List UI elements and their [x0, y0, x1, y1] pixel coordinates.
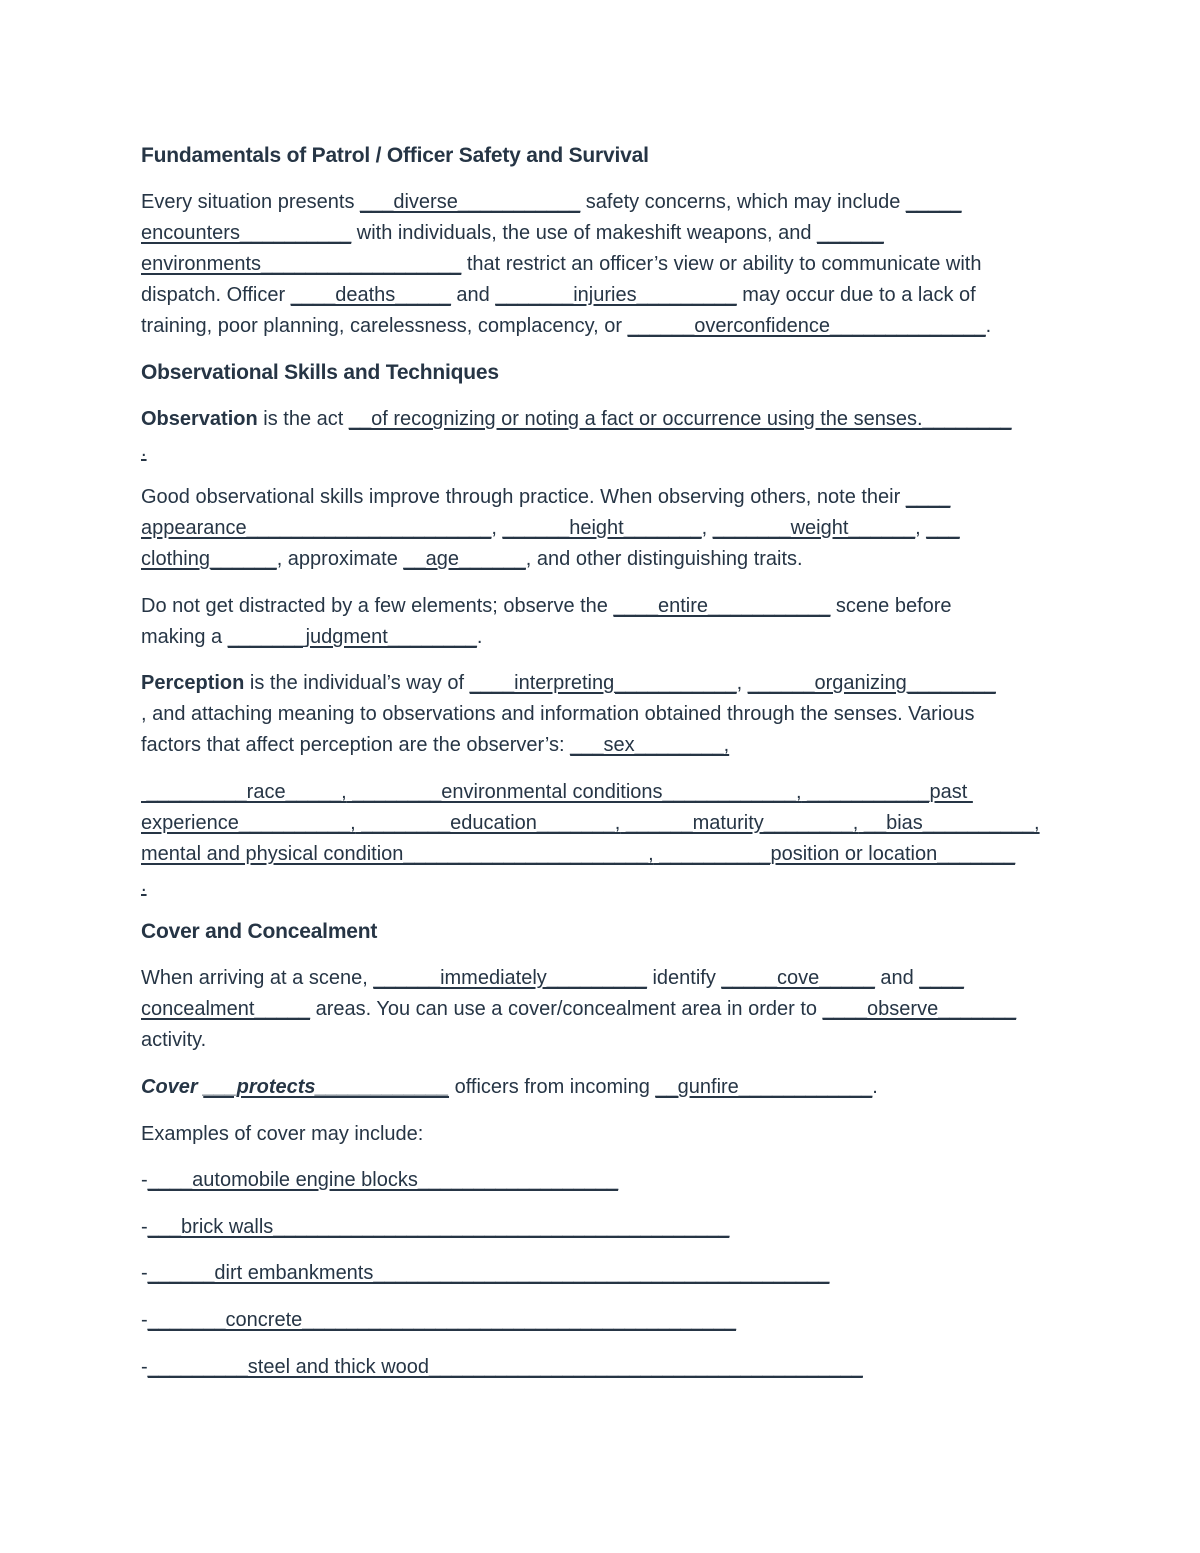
- text: , and other distinguishing traits.: [525, 548, 803, 570]
- paragraph-observation: [141, 404, 1061, 466]
- example-item: [141, 1212, 1061, 1243]
- answer-blank: _______injuries_________: [495, 284, 737, 306]
- answer-blank: ______organizing________: [747, 672, 996, 694]
- answer-blank: .: [141, 874, 147, 896]
- example-item: [141, 1352, 1061, 1383]
- answer-blank: _________steel and thick wood_______________________________________: [147, 1356, 863, 1378]
- text: officers from incoming: [449, 1076, 656, 1098]
- answer-blank: __bias__________,: [858, 812, 1040, 834]
- answer-blank: ____interpreting___________: [469, 672, 737, 694]
- answer-blank: ______dirt embankments_________________________________________: [147, 1262, 830, 1284]
- section-heading-cover: Cover and Concealment: [141, 920, 378, 943]
- answer-blank: .: [141, 439, 147, 461]
- paragraph-arriving: [141, 963, 1061, 1056]
- answer-blank: ______: [817, 222, 884, 244]
- answer-blank: encounters__________: [141, 222, 352, 244]
- answer-blank: ______overconfidence______________: [627, 315, 986, 337]
- answer-blank: experience__________,: [141, 812, 356, 834]
- text: Good observational skills improve through practice. When observing others, note their: [141, 486, 906, 508]
- answer-blank: __gunfire____________: [655, 1076, 873, 1098]
- text: making a: [141, 626, 228, 648]
- paragraph-officer-safety: [141, 187, 1061, 342]
- answer-blank: ___: [926, 517, 960, 539]
- answer-blank: _______weight______: [712, 517, 916, 539]
- text: , and attaching meaning to observations and information obtained through the senses. Various: [141, 703, 975, 725]
- text: When arriving at a scene,: [141, 967, 374, 989]
- list-dash: -: [141, 1356, 148, 1378]
- examples-intro: Examples of cover may include:: [141, 1123, 424, 1145]
- answer-blank: ______immediately_________: [373, 967, 647, 989]
- answer-blank: _______judgment________: [227, 626, 477, 648]
- answer-blank: mental and physical condition______________________,: [141, 843, 654, 865]
- text: factors that affect perception are the observer’s:: [141, 734, 571, 756]
- paragraph-perception: [141, 668, 1061, 761]
- text: that restrict an officer’s view or ability to communicate with: [461, 253, 982, 275]
- answer-blank: ____deaths_____: [290, 284, 451, 306]
- text: is the act: [257, 408, 349, 430]
- paragraph-distraction: [141, 591, 1061, 653]
- text: , approximate: [276, 548, 404, 570]
- answer-blank: ________education_______,: [355, 812, 621, 834]
- answer-blank: __age______: [403, 548, 526, 570]
- term-perception: Perception: [141, 672, 245, 694]
- text: with individuals, the use of makeshift weapons, and: [351, 222, 818, 244]
- paragraph-perception-factors: [141, 777, 1061, 901]
- example-item: [141, 1258, 1061, 1289]
- text: dispatch. Officer: [141, 284, 291, 306]
- answer-blank: ____automobile engine blocks__________________: [147, 1169, 619, 1191]
- text: is the individual’s way of: [244, 672, 470, 694]
- answer-blank: clothing______: [141, 548, 277, 570]
- example-item: [141, 1165, 1061, 1196]
- answer-blank: _______concrete_______________________________________: [147, 1309, 737, 1331]
- answer-blank: ___brick walls_________________________________________: [147, 1216, 730, 1238]
- text: ,: [736, 672, 748, 694]
- text: activity.: [141, 1029, 207, 1051]
- answer-blank: ___diverse___________: [360, 191, 581, 213]
- text: ,: [701, 517, 713, 539]
- text: training, poor planning, carelessness, complacency, or: [141, 315, 628, 337]
- answer-blank: ___________past: [801, 781, 973, 803]
- list-dash: -: [141, 1216, 148, 1238]
- text: and: [874, 967, 920, 989]
- answer-blank: __of recognizing or noting a fact or occurrence using the senses.________: [348, 408, 1012, 430]
- answer-blank: ________environmental conditions____________,: [346, 781, 802, 803]
- answer-blank: ____: [905, 486, 951, 508]
- text: .: [476, 626, 483, 648]
- text: .: [985, 315, 992, 337]
- answer-blank: _____cove_____: [721, 967, 875, 989]
- answer-blank: ______maturity________,: [620, 812, 859, 834]
- answer-blank: ___protects____________: [203, 1076, 450, 1098]
- section-heading-observational: Observational Skills and Techniques: [141, 361, 499, 384]
- text: Do not get distracted by a few elements; observe the: [141, 595, 614, 617]
- answer-blank: __________position or location_______: [653, 843, 1016, 865]
- answer-blank: _________race_____,: [141, 781, 347, 803]
- answer-blank: environments__________________: [141, 253, 462, 275]
- term-cover: Cover: [141, 1076, 198, 1098]
- text: identify: [646, 967, 722, 989]
- list-dash: -: [141, 1262, 148, 1284]
- term-observation: Observation: [141, 408, 258, 430]
- text: ,: [491, 517, 503, 539]
- answer-blank: ______height_______: [502, 517, 702, 539]
- paragraph-observational-skills: [141, 482, 1061, 575]
- answer-blank: _____: [905, 191, 962, 213]
- answer-blank: concealment_____: [141, 998, 311, 1020]
- answer-blank: ___sex________,: [570, 734, 730, 756]
- answer-blank: ____entire___________: [613, 595, 831, 617]
- text: and: [450, 284, 496, 306]
- document-title: Fundamentals of Patrol / Officer Safety and Survival: [141, 144, 649, 167]
- answer-blank: ____: [919, 967, 964, 989]
- text: scene before: [830, 595, 952, 617]
- example-item: [141, 1305, 1061, 1336]
- text: areas. You can use a cover/concealment area in order to: [310, 998, 823, 1020]
- text: ,: [915, 517, 927, 539]
- answer-blank: ____observe_______: [822, 998, 1017, 1020]
- text: safety concerns, which may include: [580, 191, 906, 213]
- text: Every situation presents: [141, 191, 360, 213]
- text: may occur due to a lack of: [736, 284, 976, 306]
- paragraph-cover: [141, 1072, 1061, 1103]
- text: .: [872, 1076, 878, 1098]
- list-dash: -: [141, 1169, 148, 1191]
- list-dash: -: [141, 1309, 148, 1331]
- answer-blank: appearance______________________: [141, 517, 492, 539]
